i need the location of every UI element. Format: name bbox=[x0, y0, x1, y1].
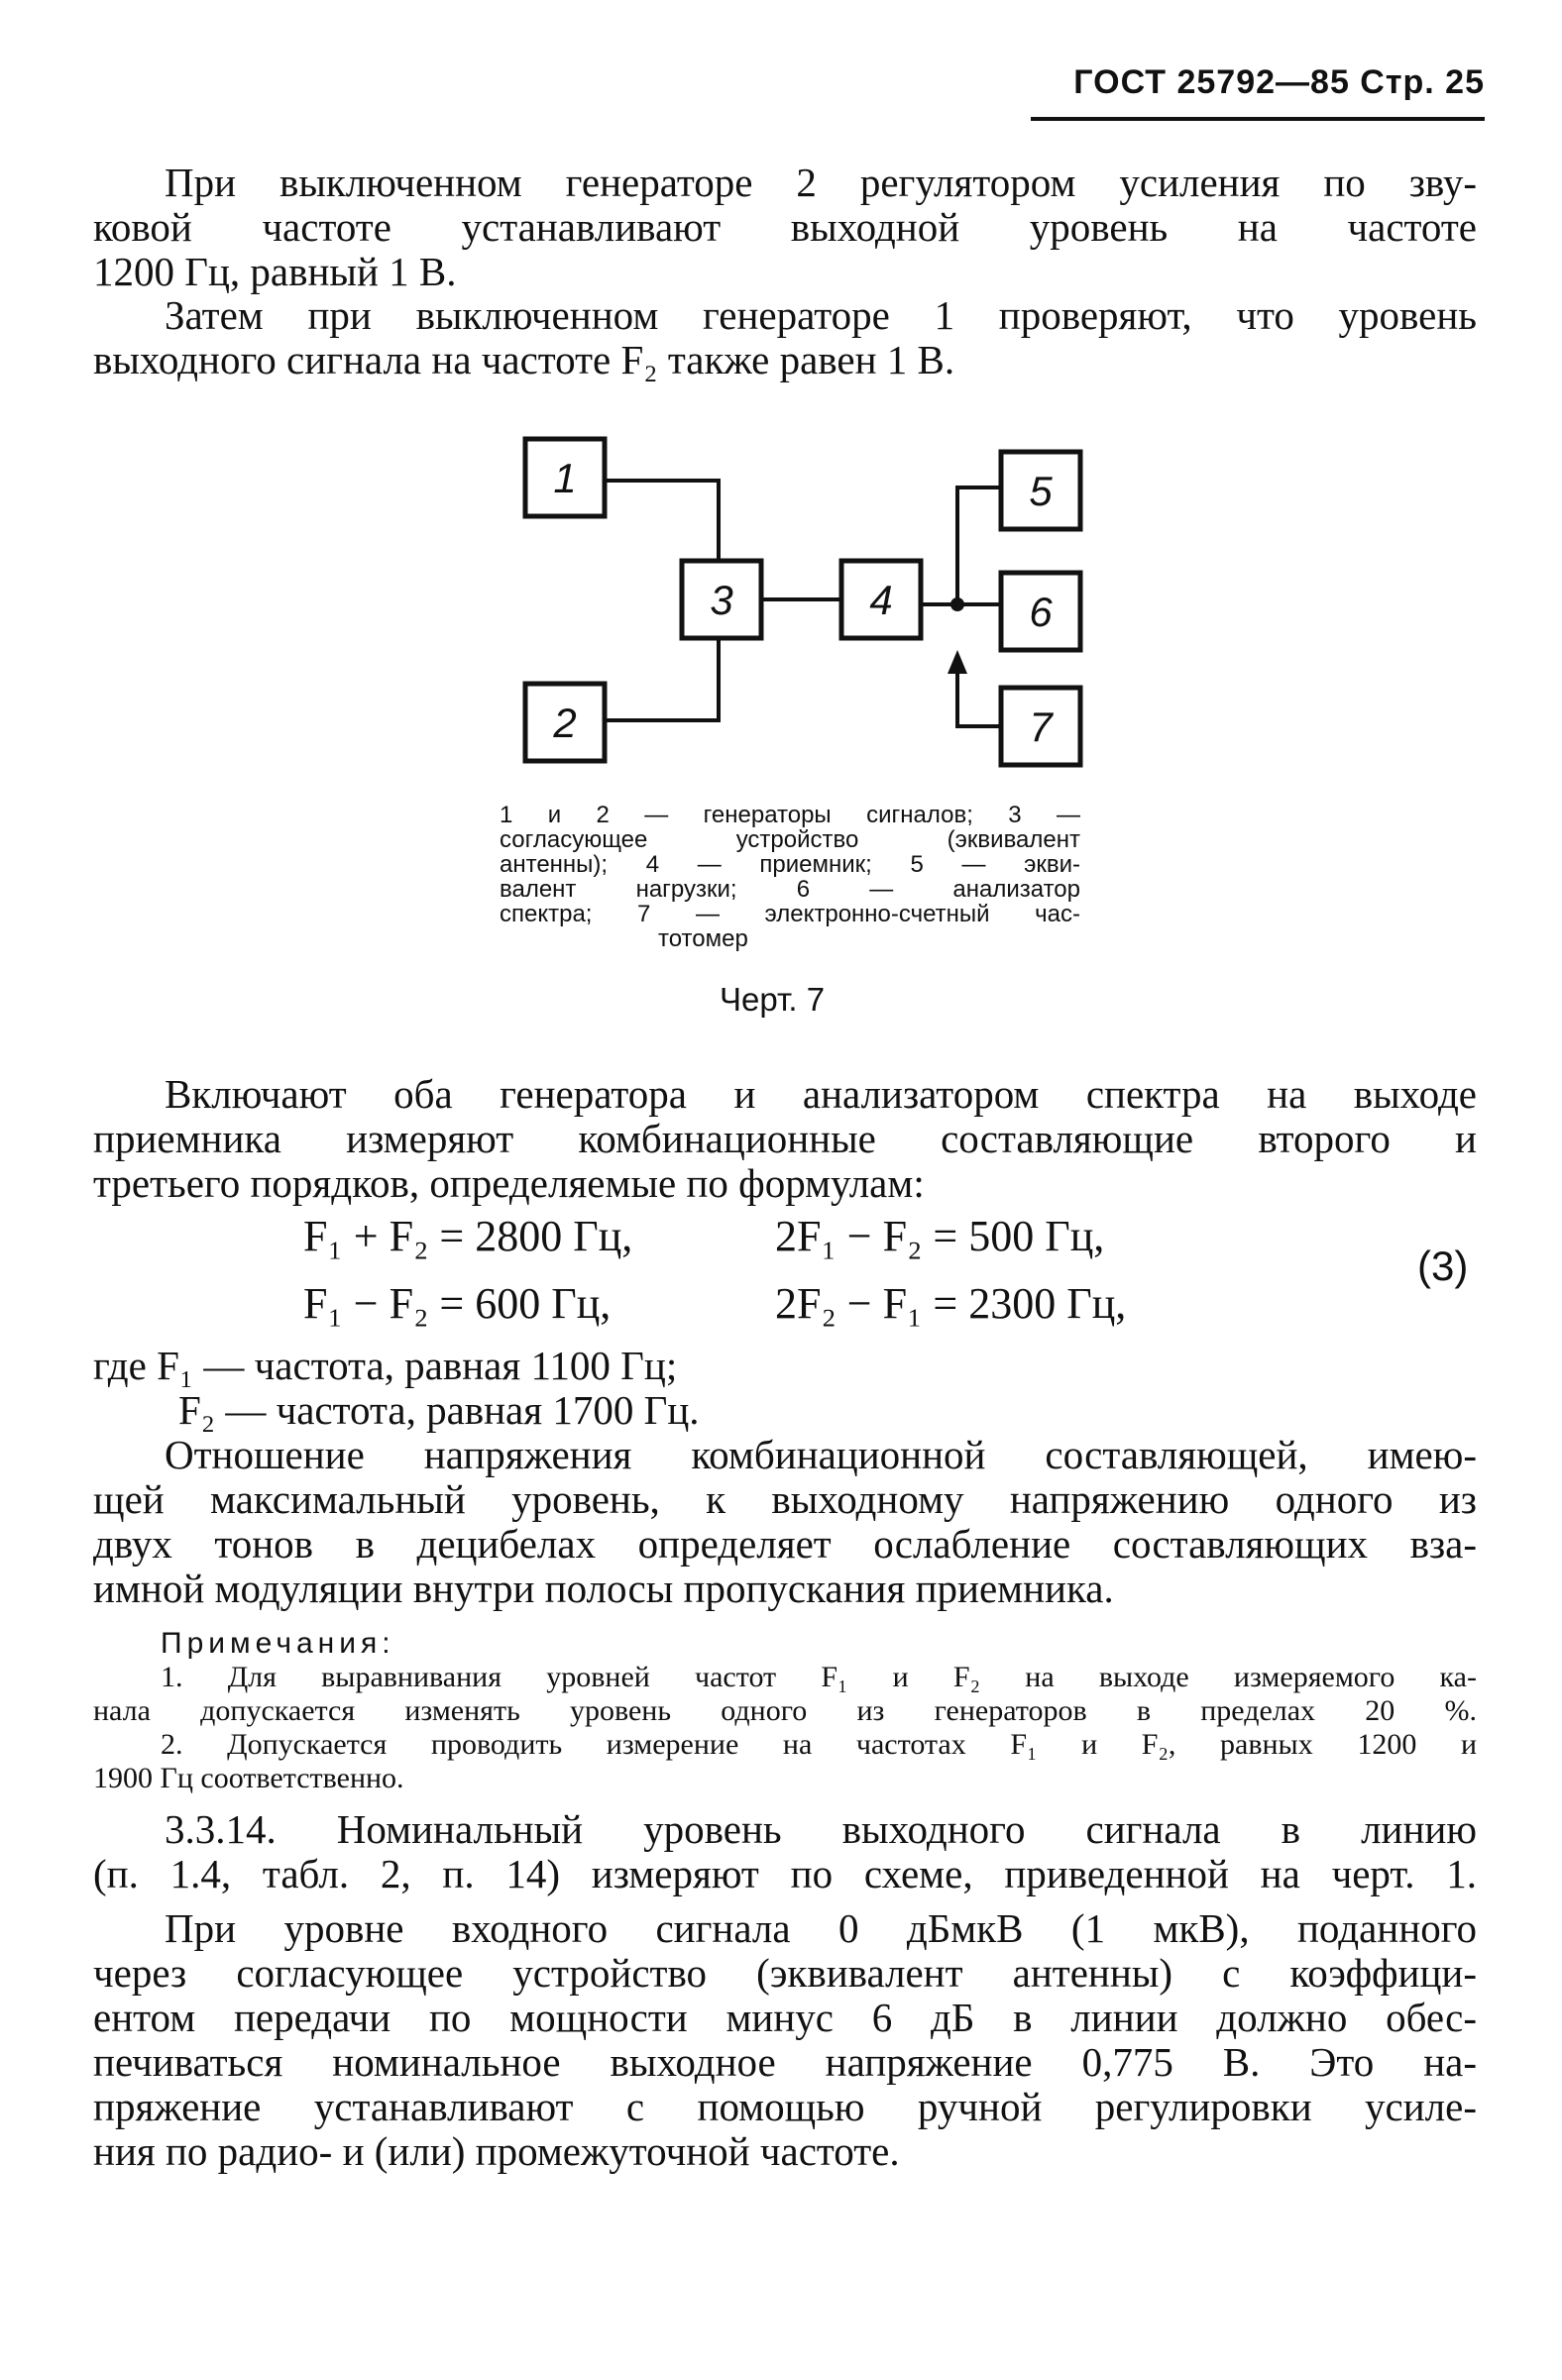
formula-2f2-f1: 2F₂ − F₁ = 2300 Гц, bbox=[775, 1279, 1127, 1328]
header-text: ГОСТ 25792—85 Стр. 25 bbox=[1073, 63, 1485, 101]
paragraph-line: приемника измеряют комбинационные составляющие второго и bbox=[93, 1116, 1477, 1161]
block-6 bbox=[1001, 573, 1080, 650]
paragraph-line: выходного сигнала на частоте F₂ также равен 1 В. bbox=[93, 337, 955, 382]
block-5-label: 5 bbox=[1029, 468, 1053, 514]
paragraph-line: ковой частоте устанавливают выходной уровень на частоте bbox=[93, 204, 1477, 250]
where-clause bbox=[93, 1344, 1477, 1433]
paragraph-4 bbox=[93, 1433, 1477, 1611]
where-line-2: F₂ — частота, равная 1700 Гц. bbox=[178, 1387, 700, 1433]
block-4-label: 4 bbox=[869, 577, 893, 623]
paragraph-line: ентом передачи по мощности минус 6 дБ в линии должно обес- bbox=[93, 1995, 1477, 2040]
paragraph-3 bbox=[93, 1072, 1477, 1206]
note-line: 1. Для выравнивания уровней частот F₁ и F₂ на выходе измеряемого ка- bbox=[161, 1661, 1477, 1693]
notes-title: Примечания: bbox=[161, 1627, 395, 1660]
line-7-arrow bbox=[957, 666, 1001, 726]
paragraph-2 bbox=[93, 293, 1477, 382]
block-1-label: 1 bbox=[553, 455, 577, 501]
note-line: 1900 Гц соответственно. bbox=[93, 1762, 404, 1794]
caption-line: тотомер bbox=[658, 925, 748, 952]
formula-2f1-f2: 2F₁ − F₂ = 500 Гц, bbox=[775, 1212, 1105, 1260]
formula-diff: F₁ − F₂ = 600 Гц, bbox=[303, 1279, 612, 1328]
paragraph-5 bbox=[93, 1807, 1477, 1896]
line-junction-5 bbox=[957, 487, 1001, 604]
paragraph-line: через согласующее устройство (эквивалент антенны) с коэффици- bbox=[93, 1950, 1477, 1996]
paragraph-line: печиваться номинальное выходное напряжение 0,775 В. Это на- bbox=[93, 2039, 1477, 2085]
caption-line: 1 и 2 — генераторы сигналов; 3 — bbox=[500, 802, 1080, 828]
paragraph-line: пряжение устанавливают с помощью ручной регулировки усиле- bbox=[93, 2084, 1477, 2129]
paragraph-line: Затем при выключенном генераторе 1 проверяют, что уровень bbox=[165, 292, 1477, 338]
paragraph-line: ния по радио- и (или) промежуточной частоте. bbox=[93, 2128, 900, 2174]
block-3 bbox=[682, 561, 761, 638]
note-line: нала допускается изменять уровень одного из генераторов в пределах 20 %. bbox=[93, 1694, 1477, 1727]
paragraph-line: 1200 Гц, равный 1 В. bbox=[93, 249, 457, 294]
paragraph-line: щей максимальный уровень, к выходному напряжению одного из bbox=[93, 1476, 1477, 1522]
paragraph-line: имной модуляции внутри полосы пропускания приемника. bbox=[93, 1566, 1114, 1611]
equation-number: (3) bbox=[1417, 1243, 1469, 1289]
caption-line: согласующее устройство (эквивалент bbox=[500, 826, 1080, 853]
junction-dot bbox=[950, 597, 964, 611]
paragraph-line: третьего порядков, определяемые по формулам: bbox=[93, 1160, 925, 1206]
block-7 bbox=[1001, 688, 1080, 765]
caption-line: спектра; 7 — электронно-счетный час- bbox=[500, 901, 1080, 927]
paragraph-1 bbox=[93, 161, 1477, 294]
notes-block bbox=[93, 1627, 1477, 1795]
paragraph-line: (п. 1.4, табл. 2, п. 14) измеряют по схеме, приведенной на черт. 1. bbox=[93, 1851, 1477, 1896]
block-5 bbox=[1001, 452, 1080, 529]
note-line: 2. Допускается проводить измерение на частотах F₁ и F₂, равных 1200 и bbox=[161, 1728, 1477, 1761]
paragraph-line: двух тонов в децибелах определяет ослабление составляющих вза- bbox=[93, 1521, 1477, 1567]
block-6-label: 6 bbox=[1029, 589, 1053, 635]
paragraph-line: При уровне входного сигнала 0 дБмкВ (1 мкВ), поданного bbox=[165, 1905, 1477, 1951]
block-3-label: 3 bbox=[710, 577, 733, 623]
line-1-3 bbox=[605, 481, 719, 561]
arrow-head bbox=[948, 650, 967, 674]
paragraph-line: При выключенном генераторе 2 регулятором усиления по зву- bbox=[165, 160, 1477, 205]
paragraph-line: Включают оба генератора и анализатором спектра на выходе bbox=[165, 1071, 1477, 1117]
figure-label: Черт. 7 bbox=[720, 981, 826, 1018]
figure-caption bbox=[500, 803, 1080, 951]
where-line-1: где F₁ — частота, равная 1100 Гц; bbox=[93, 1343, 678, 1388]
formula-sum: F₁ + F₂ = 2800 Гц, bbox=[303, 1212, 633, 1260]
block-1 bbox=[525, 439, 605, 516]
block-2-label: 2 bbox=[553, 700, 577, 746]
block-4 bbox=[841, 561, 921, 638]
paragraph-6 bbox=[93, 1906, 1477, 2174]
block-2 bbox=[525, 684, 605, 761]
paragraph-line: 3.3.14. Номинальный уровень выходного сигнала в линию bbox=[165, 1806, 1477, 1852]
caption-line: валент нагрузки; 6 — анализатор bbox=[500, 876, 1080, 903]
block-7-label: 7 bbox=[1029, 703, 1053, 750]
paragraph-line: Отношение напряжения комбинационной составляющей, имею- bbox=[165, 1432, 1477, 1477]
line-2-3 bbox=[605, 638, 719, 720]
page-header bbox=[1031, 61, 1485, 121]
caption-line: антенны); 4 — приемник; 5 — экви- bbox=[500, 851, 1080, 878]
